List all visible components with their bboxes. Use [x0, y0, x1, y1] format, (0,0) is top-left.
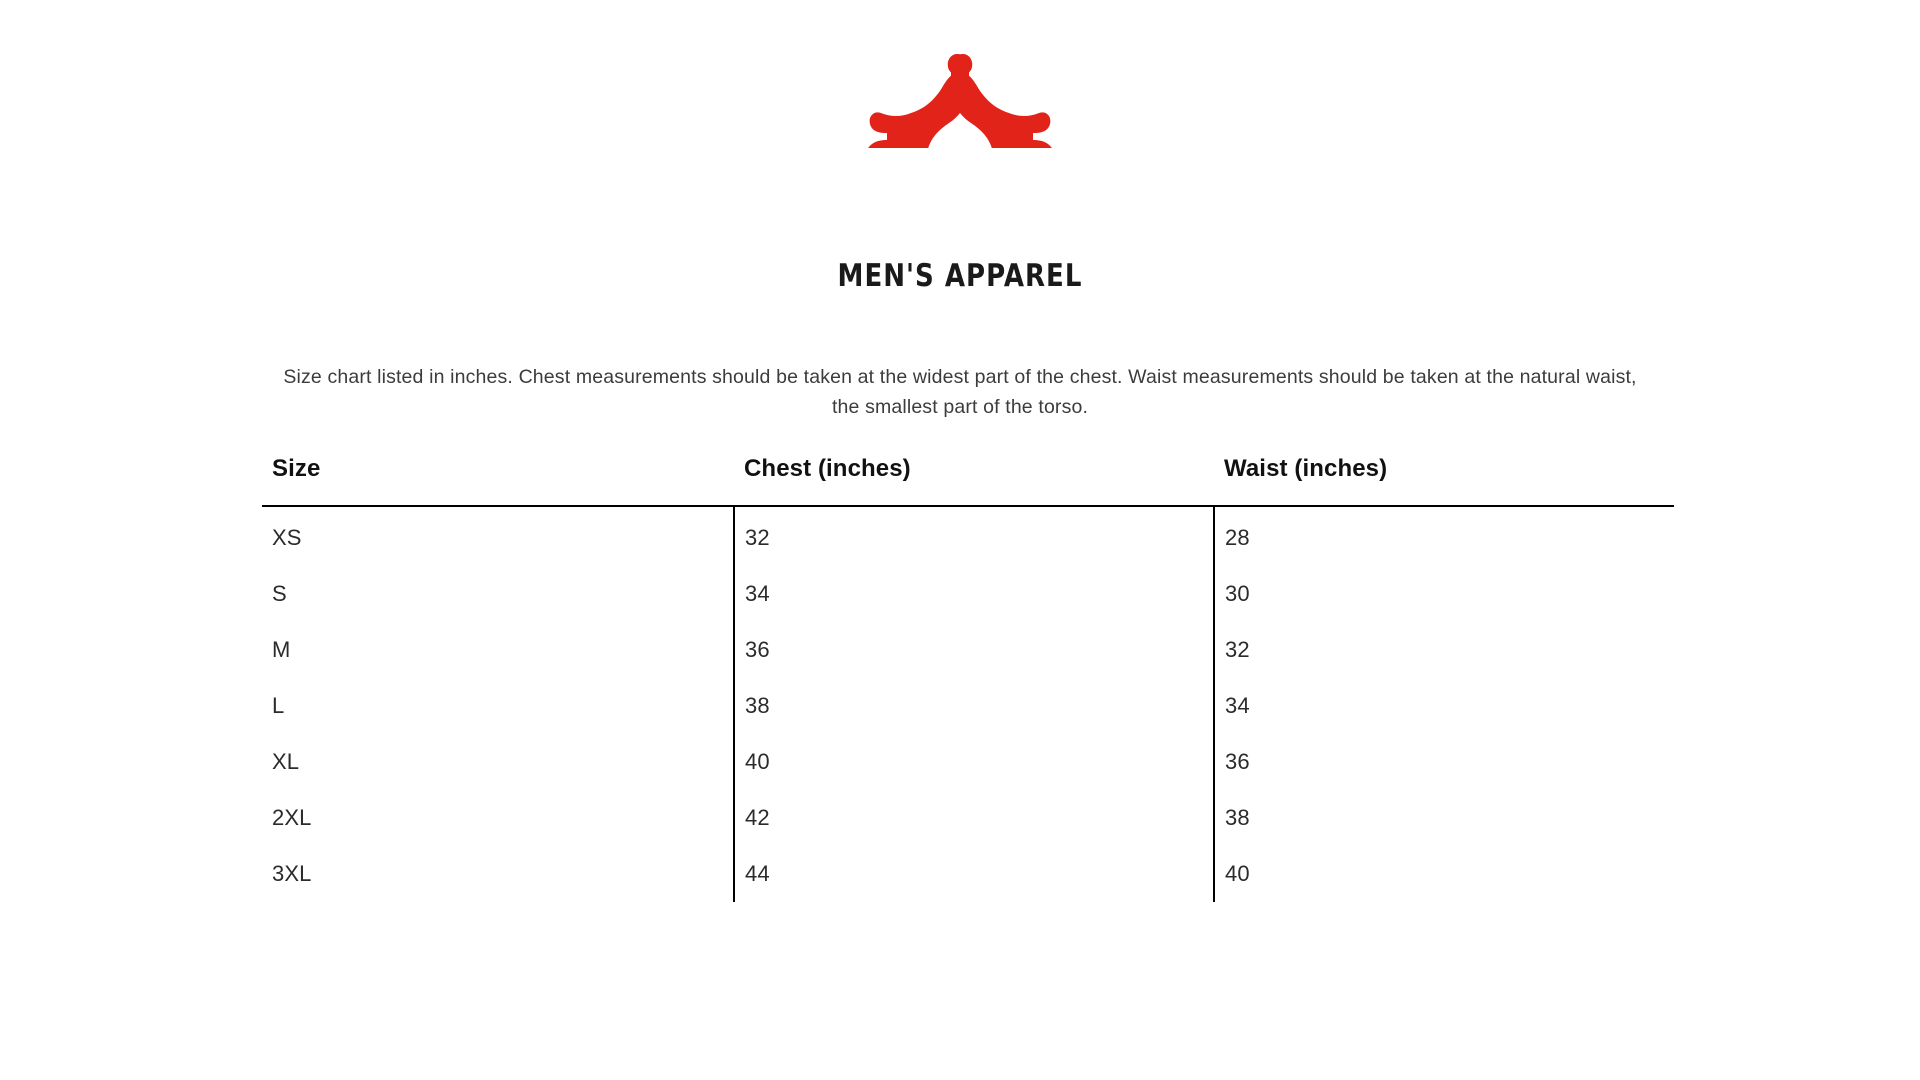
column-header-size: Size — [262, 455, 734, 506]
cell-size: L — [272, 693, 285, 718]
cell-waist: 34 — [1214, 678, 1674, 734]
table-body — [262, 506, 1674, 902]
cell-size: 3XL — [272, 861, 312, 886]
table-row — [262, 846, 1674, 902]
table-row — [262, 678, 1674, 734]
table-row — [262, 506, 1674, 566]
page-title: MEN'S APPAREL — [837, 258, 1083, 294]
cell-waist: 38 — [1214, 790, 1674, 846]
column-header-chest: Chest (inches) — [734, 455, 1214, 506]
cell-size: XS — [272, 525, 302, 550]
table-header-row — [262, 455, 1674, 506]
cell-chest: 32 — [734, 506, 1214, 566]
column-header-waist: Waist (inches) — [1214, 455, 1674, 506]
kappa-logo-icon — [862, 48, 1058, 148]
cell-waist: 30 — [1214, 566, 1674, 622]
cell-waist: 40 — [1214, 846, 1674, 902]
cell-chest: 38 — [734, 678, 1214, 734]
cell-size: S — [272, 581, 287, 606]
cell-waist: 32 — [1214, 622, 1674, 678]
cell-waist: 28 — [1214, 506, 1674, 566]
intro-text: Size chart listed in inches. Chest measurements should be taken at the widest part of the chest. Waist measurements should be taken at the natural waist, the smallest part of the torso. — [283, 366, 1637, 418]
table-row — [262, 566, 1674, 622]
cell-chest: 44 — [734, 846, 1214, 902]
cell-size: XL — [272, 749, 300, 774]
size-table-container — [262, 455, 1674, 902]
cell-chest: 36 — [734, 622, 1214, 678]
cell-size: 2XL — [272, 805, 312, 830]
table-row — [262, 790, 1674, 846]
cell-chest: 34 — [734, 566, 1214, 622]
table-row — [262, 734, 1674, 790]
cell-chest: 42 — [734, 790, 1214, 846]
brand-logo-container — [0, 48, 1920, 148]
cell-waist: 36 — [1214, 734, 1674, 790]
size-chart-table — [262, 455, 1674, 902]
table-row — [262, 622, 1674, 678]
cell-chest: 40 — [734, 734, 1214, 790]
table-header — [262, 455, 1674, 506]
cell-size: M — [272, 637, 291, 662]
